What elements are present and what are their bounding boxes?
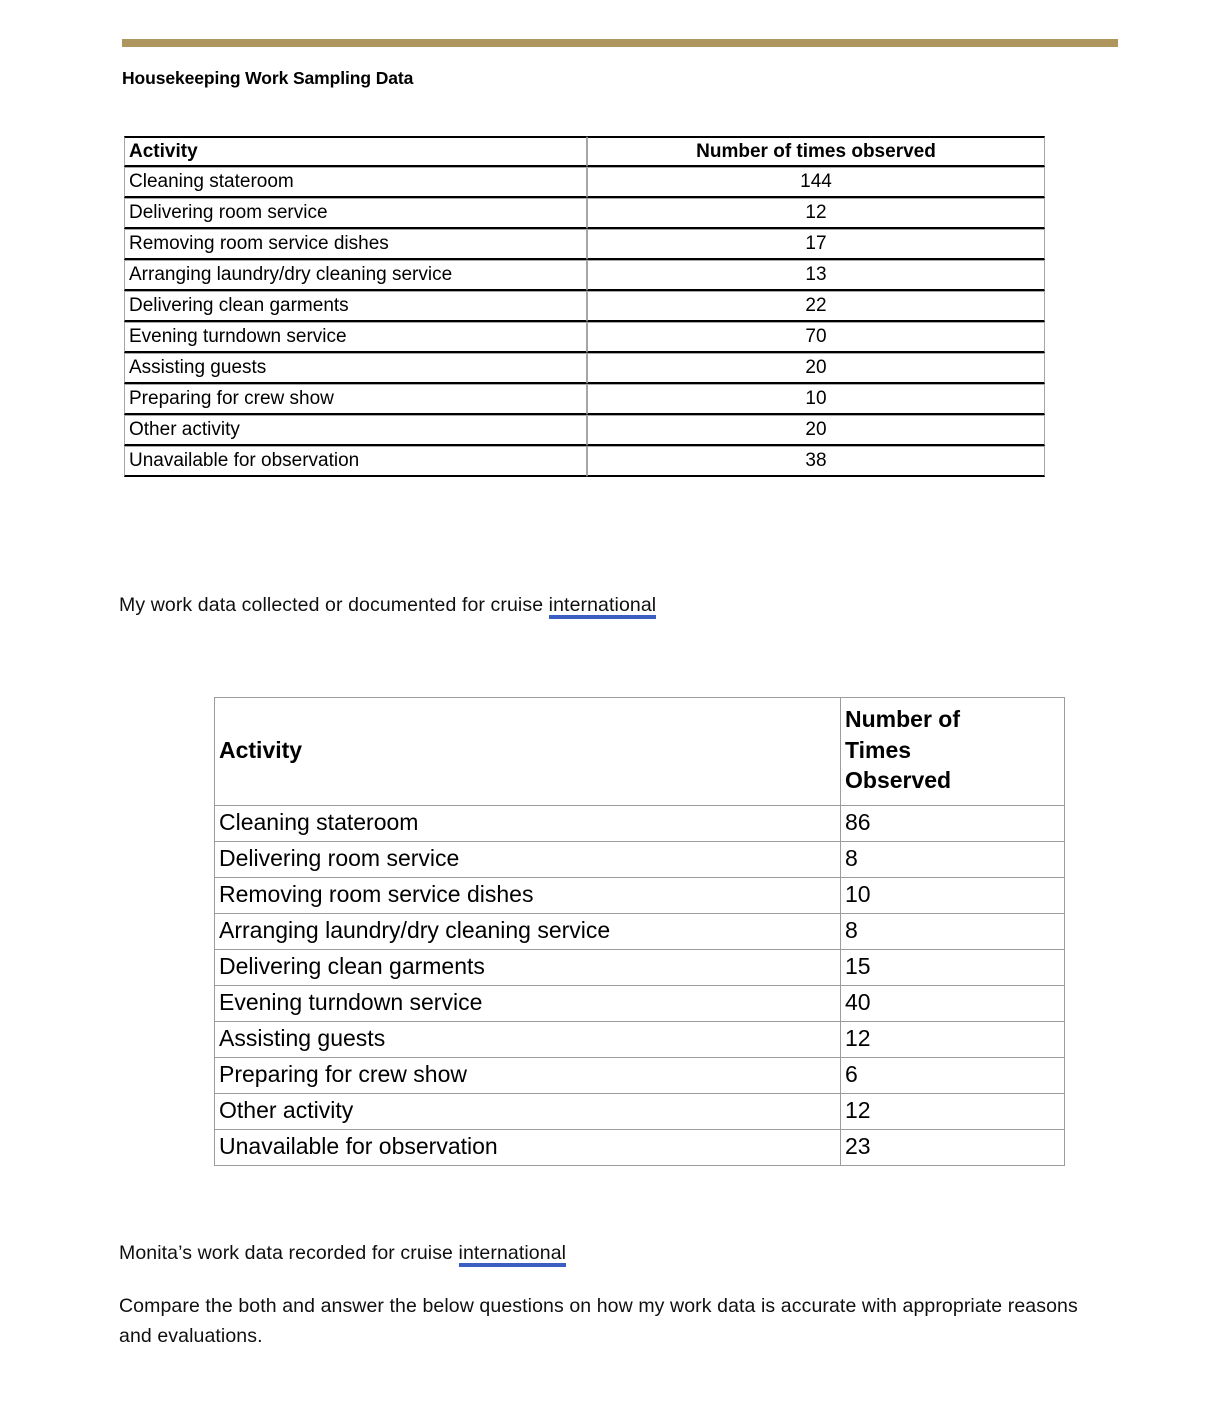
instruction-paragraph: Compare the both and answer the below questions on how my work data is accurate with appropriate reasons and evaluations.: [119, 1295, 1078, 1348]
table1-cell-activity: Evening turndown service: [124, 322, 587, 353]
table2-cell-activity: Arranging laundry/dry cleaning service: [215, 914, 841, 950]
accent-rule: [122, 39, 1118, 47]
table1-cell-observed: 144: [587, 167, 1045, 198]
table1: [124, 136, 1045, 477]
table2-cell-activity: Assisting guests: [215, 1022, 841, 1058]
table2-cell-observed: 8: [841, 914, 1065, 950]
caption-monita-work-data: [119, 1238, 1079, 1268]
table1-cell-activity: Delivering clean garments: [124, 291, 587, 322]
table2-cell-observed: 86: [841, 806, 1065, 842]
table1-cell-activity: Other activity: [124, 415, 587, 446]
table-row: [124, 260, 1045, 291]
table1-header-row: [124, 136, 1045, 167]
table1-cell-observed: 12: [587, 198, 1045, 229]
table2-cell-activity: Unavailable for observation: [215, 1130, 841, 1166]
table1-cell-activity: Removing room service dishes: [124, 229, 587, 260]
table2-cell-observed: 12: [841, 1022, 1065, 1058]
table2-cell-observed: 8: [841, 842, 1065, 878]
table-row: [124, 229, 1045, 260]
table2-header-observed-line3: Observed: [845, 767, 952, 794]
table1-cell-observed: 20: [587, 415, 1045, 446]
table1-body: [124, 136, 1045, 477]
table1-cell-observed: 17: [587, 229, 1045, 260]
table-row: [215, 842, 1065, 878]
table2-header-observed-line2: Times: [845, 736, 912, 763]
table1-cell-activity: Arranging laundry/dry cleaning service: [124, 260, 587, 291]
table-row: [215, 1094, 1065, 1130]
table1-cell-activity: Unavailable for observation: [124, 446, 587, 477]
table-row: [215, 914, 1065, 950]
table2-header-row: [215, 698, 1065, 806]
table-row: [124, 198, 1045, 229]
table1-cell-activity: Assisting guests: [124, 353, 587, 384]
table-row: [215, 986, 1065, 1022]
caption2-text: Monita’s work data recorded for cruise: [119, 1242, 459, 1264]
table1-cell-activity: Preparing for crew show: [124, 384, 587, 415]
table2-cell-observed: 40: [841, 986, 1065, 1022]
caption1-text: My work data collected or documented for cruise: [119, 594, 549, 616]
table-row: [124, 353, 1045, 384]
table-row: [124, 322, 1045, 353]
table1-cell-observed: 70: [587, 322, 1045, 353]
table-row: [124, 415, 1045, 446]
table1-cell-observed: 38: [587, 446, 1045, 477]
table1-header-activity: Activity: [124, 136, 587, 167]
table-row: [215, 1022, 1065, 1058]
table2-cell-activity: Delivering room service: [215, 842, 841, 878]
table1-cell-observed: 13: [587, 260, 1045, 291]
table2-cell-observed: 12: [841, 1094, 1065, 1130]
table-row: [215, 950, 1065, 986]
table2-cell-observed: 23: [841, 1130, 1065, 1166]
work-sampling-table-1: [124, 136, 1045, 477]
table2-body: [215, 698, 1065, 1166]
table-row: [124, 291, 1045, 322]
work-sampling-table-2: [214, 697, 1064, 1166]
table2-cell-activity: Other activity: [215, 1094, 841, 1130]
table2-cell-observed: 10: [841, 878, 1065, 914]
table2: [214, 697, 1065, 1166]
caption2-link[interactable]: international: [459, 1242, 567, 1267]
caption-my-work-data: [119, 590, 1079, 620]
table-row: [124, 446, 1045, 477]
table2-cell-activity: Removing room service dishes: [215, 878, 841, 914]
table1-header-observed: Number of times observed: [587, 136, 1045, 167]
table2-cell-activity: Cleaning stateroom: [215, 806, 841, 842]
table-row: [124, 384, 1045, 415]
table2-header-activity: Activity: [215, 698, 841, 806]
table-row: [124, 167, 1045, 198]
table-row: [215, 1058, 1065, 1094]
table1-cell-observed: 10: [587, 384, 1045, 415]
table1-cell-observed: 20: [587, 353, 1045, 384]
table2-header-observed-line1: Number of: [845, 706, 960, 732]
page-title: Housekeeping Work Sampling Data: [122, 68, 414, 88]
table-row: [215, 878, 1065, 914]
table-row: [215, 806, 1065, 842]
caption1-link[interactable]: international: [549, 594, 657, 619]
table2-cell-observed: 6: [841, 1058, 1065, 1094]
table2-cell-observed: 15: [841, 950, 1065, 986]
table2-cell-activity: Preparing for crew show: [215, 1058, 841, 1094]
table-row: [215, 1130, 1065, 1166]
table2-cell-activity: Evening turndown service: [215, 986, 841, 1022]
table1-cell-activity: Delivering room service: [124, 198, 587, 229]
table2-header-observed: [841, 698, 1065, 806]
table2-cell-activity: Delivering clean garments: [215, 950, 841, 986]
table1-cell-activity: Cleaning stateroom: [124, 167, 587, 198]
table1-cell-observed: 22: [587, 291, 1045, 322]
